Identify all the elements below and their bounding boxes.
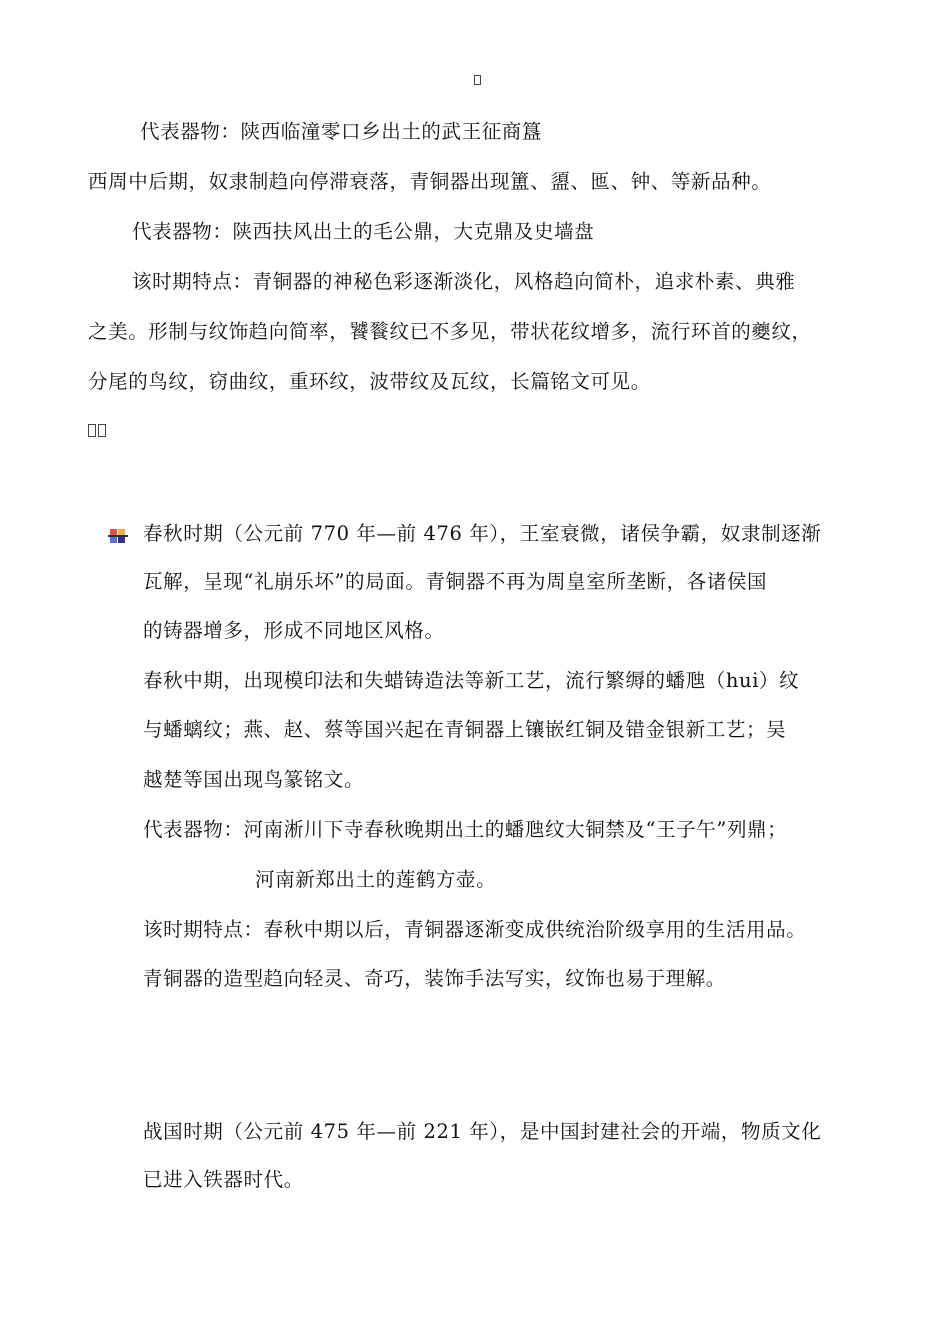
zhanguo-intro-line-1: 战国时期（公元前 475 年—前 221 年），是中国封建社会的开端，物质文化	[143, 1120, 822, 1143]
chunqiu-mid-line-1: 春秋中期，出现模印法和失蜡铸造法等新工艺，流行繁缛的蟠虺（hui）纹	[143, 669, 800, 692]
missing-glyph-icon	[98, 424, 106, 437]
rep-item-maogong: 代表器物：陕西扶风出土的毛公鼎，大克鼎及史墙盘	[132, 220, 595, 243]
paragraph-mid-late-zhou: 西周中后期，奴隶制趋向停滞衰落，青铜器出现簠、盨、匜、钟、等新品种。	[88, 170, 772, 193]
chunqiu-intro-line-1: 春秋时期（公元前 770 年—前 476 年），王室衰微，诸侯争霸，奴隶制逐渐	[143, 522, 822, 545]
chunqiu-mid-line-2: 与蟠螭纹；燕、赵、蔡等国兴起在青铜器上镶嵌红铜及错金银新工艺；吴	[143, 718, 787, 741]
features-zhou-line-1: 该时期特点：青铜器的神秘色彩逐渐淡化，风格趋向简朴，追求朴素、典雅	[132, 270, 796, 293]
rep-item-wuwang: 代表器物：陕西临潼零口乡出土的武王征商簋	[140, 120, 543, 143]
chunqiu-intro-line-2: 瓦解，呈现“礼崩乐坏”的局面。青铜器不再为周皇室所垄断，各诸侯国	[143, 570, 768, 593]
missing-glyph-icon	[474, 75, 481, 85]
features-zhou-line-3: 分尾的鸟纹，窃曲纹，重环纹，波带纹及瓦纹，长篇铭文可见。	[88, 370, 651, 393]
chunqiu-rep-line-1: 代表器物：河南淅川下寺春秋晚期出土的蟠虺纹大铜禁及“王子午”列鼎；	[143, 818, 788, 841]
windows-flag-bullet-icon	[108, 527, 128, 545]
chunqiu-rep-line-2: 河南新郑出土的莲鹤方壶。	[255, 868, 497, 891]
chunqiu-intro-line-3: 的铸器增多，形成不同地区风格。	[143, 619, 445, 642]
chunqiu-features-line-1: 该时期特点：春秋中期以后，青铜器逐渐变成供统治阶级享用的生活用品。	[143, 918, 807, 941]
features-zhou-line-2: 之美。形制与纹饰趋向简率，饕餮纹已不多见，带状花纹增多，流行环首的夔纹，	[88, 320, 812, 343]
missing-glyph-icon	[88, 424, 96, 437]
chunqiu-features-line-2: 青铜器的造型趋向轻灵、奇巧，装饰手法写实，纹饰也易于理解。	[143, 967, 726, 990]
chunqiu-mid-line-3: 越楚等国出现鸟篆铭文。	[143, 768, 365, 791]
zhanguo-intro-line-2: 已进入铁器时代。	[143, 1168, 304, 1191]
